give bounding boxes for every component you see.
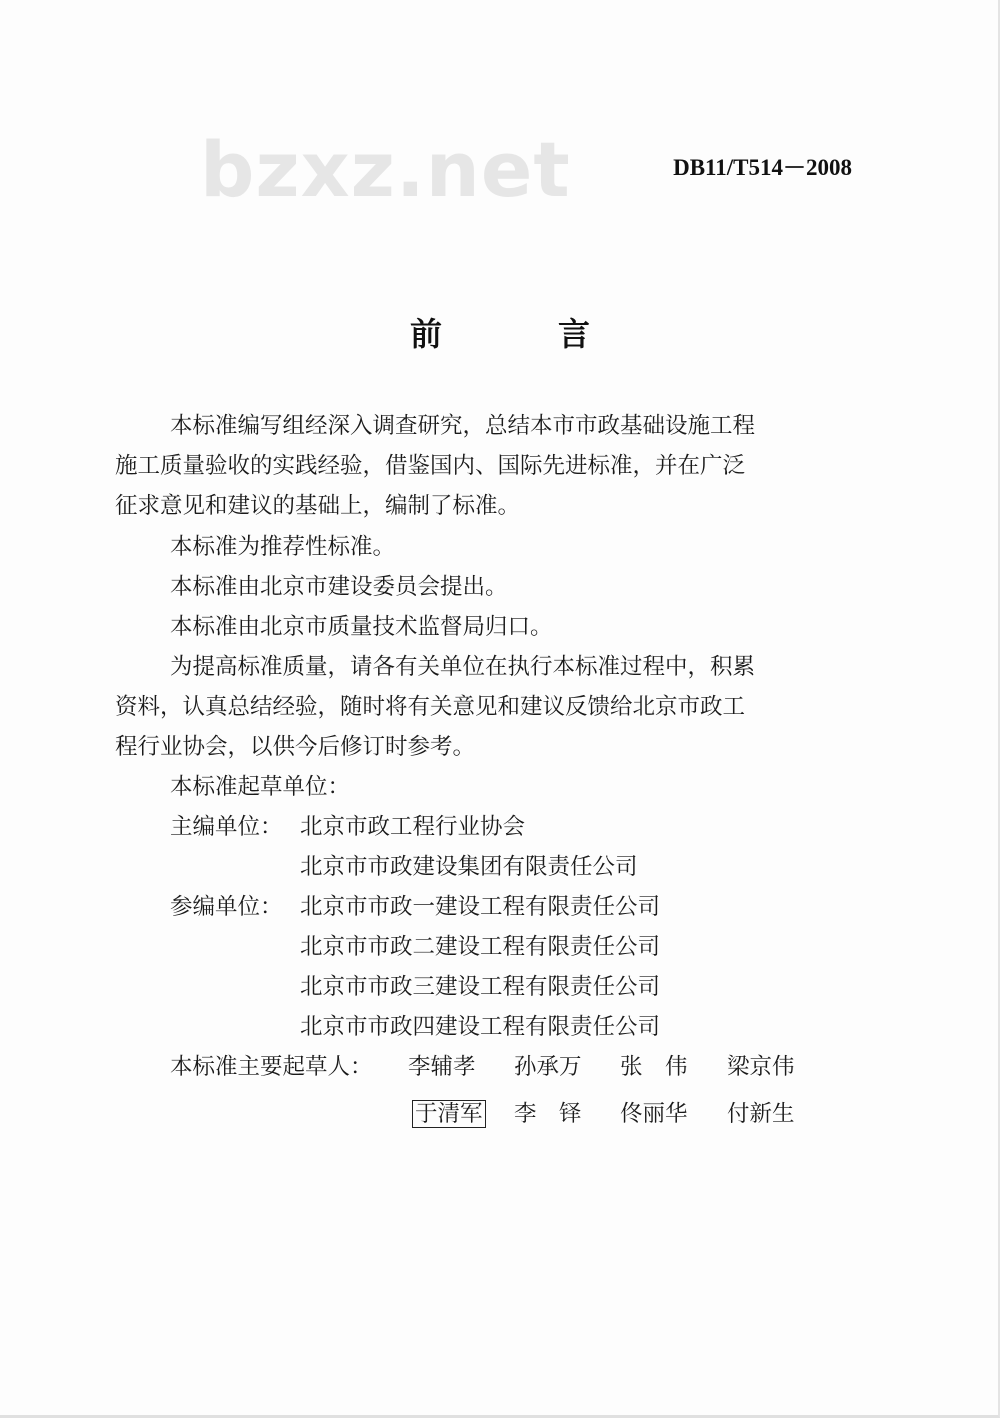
- deceased-name-box: 于清军: [412, 1100, 486, 1128]
- drafter-name: 梁京伟: [727, 1054, 795, 1080]
- co-editors-label: 参编单位：: [170, 894, 283, 920]
- paragraph-5-line-1: 为提高标准质量，请各有关单位在执行本标准过程中，积累: [170, 654, 756, 680]
- co-editor-unit-4: 北京市市政四建设工程有限责任公司: [300, 1014, 661, 1040]
- page-title-text: 前 言: [409, 315, 632, 353]
- drafters-label: 本标准主要起草人：: [170, 1054, 373, 1080]
- paragraph-5-line-3: 程行业协会，以供今后修订时参考。: [115, 734, 476, 760]
- drafter-name-boxed: [412, 1094, 486, 1134]
- paragraph-1-line-1: 本标准编写组经深入调查研究，总结本市市政基础设施工程: [170, 413, 756, 439]
- document-code: DB11/T514－2008: [673, 155, 852, 180]
- watermark: bzxz.net: [200, 125, 571, 214]
- drafter-name: 佟丽华: [620, 1101, 688, 1127]
- co-editor-unit-1: 北京市市政一建设工程有限责任公司: [300, 894, 661, 920]
- paragraph-4: 本标准由北京市质量技术监督局归口。: [170, 614, 553, 640]
- paragraph-1-line-3: 征求意见和建议的基础上，编制了标准。: [115, 493, 521, 519]
- page-title: [0, 315, 1000, 353]
- chief-editor-unit-2: 北京市市政建设集团有限责任公司: [300, 854, 638, 880]
- paragraph-1-line-2: 施工质量验收的实践经验，借鉴国内、国际先进标准，并在广泛: [115, 453, 746, 479]
- paragraph-2: 本标准为推荐性标准。: [170, 534, 396, 560]
- chief-editor-unit-1: 北京市政工程行业协会: [300, 814, 526, 840]
- drafter-name: 李辅孝: [408, 1054, 476, 1080]
- co-editor-unit-2: 北京市市政二建设工程有限责任公司: [300, 934, 661, 960]
- drafting-units-heading: 本标准起草单位：: [170, 774, 351, 800]
- chief-editors-label: 主编单位：: [170, 814, 283, 840]
- paragraph-5-line-2: 资料，认真总结经验，随时将有关意见和建议反馈给北京市政工: [115, 694, 746, 720]
- paragraph-3: 本标准由北京市建设委员会提出。: [170, 574, 508, 600]
- drafter-name: 张 伟: [620, 1054, 688, 1080]
- drafter-name: 孙承万: [514, 1054, 582, 1080]
- drafter-name: 付新生: [727, 1101, 795, 1127]
- drafter-name: 李 铎: [514, 1101, 582, 1127]
- co-editor-unit-3: 北京市市政三建设工程有限责任公司: [300, 974, 661, 1000]
